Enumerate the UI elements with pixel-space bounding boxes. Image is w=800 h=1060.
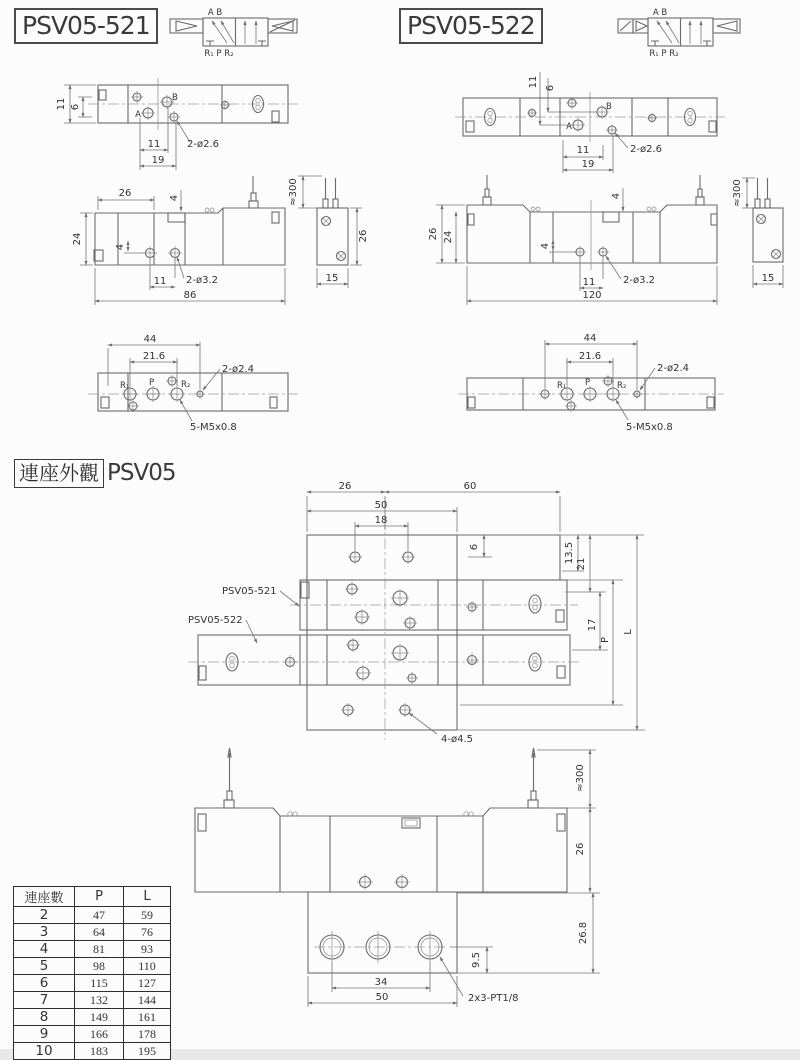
dim-24: 24: [72, 232, 83, 246]
port-p-label: P: [585, 378, 591, 388]
dim-26: 26: [575, 842, 586, 856]
port-r1-label: R₁: [557, 381, 567, 391]
table-row: 8 149 161: [14, 1009, 171, 1026]
assembly-label-522: PSV05-522: [188, 615, 243, 626]
dim-86-total: 86: [183, 290, 197, 301]
v521-side-view: [288, 176, 369, 288]
dim-120-total: 120: [582, 290, 602, 301]
table-row: 4 81 93: [14, 941, 171, 958]
dim-44: 44: [583, 333, 597, 344]
v521-front-view: [72, 176, 285, 305]
v522-bottom-view: [458, 333, 724, 433]
callout-2xd2.6: 2-ø2.6: [187, 139, 219, 150]
v521-top-view: [56, 78, 298, 170]
dim-34: 34: [374, 977, 388, 988]
port-a-label: A: [566, 122, 572, 132]
table-row: 5 98 110: [14, 958, 171, 975]
dim-19: 19: [581, 159, 595, 170]
dim-15: 15: [761, 273, 775, 284]
port-r2-label: R₂: [181, 380, 191, 390]
symbol-ports-bottom: R₁ P R₂: [204, 49, 234, 59]
dim-6: 6: [70, 103, 81, 111]
dim-21.6: 21.6: [578, 351, 602, 362]
dim-11-holes: 11: [147, 139, 161, 150]
dim-26: 26: [118, 188, 132, 199]
callout-2xd2.4: 2-ø2.4: [657, 363, 689, 374]
table-row: 9 166 178: [14, 1026, 171, 1043]
v522-side-view: [732, 178, 783, 288]
assembly-label-521: PSV05-521: [222, 586, 277, 597]
callout-pt18: 2x3-PT1/8: [468, 993, 519, 1004]
dim-26: 26: [428, 227, 439, 241]
dim-4-hole: 4: [115, 243, 126, 251]
dim-wire-300: ≈300: [732, 179, 743, 207]
dim-50: 50: [375, 992, 389, 1003]
port-b-label: B: [606, 102, 612, 112]
dim-9.5: 9.5: [471, 952, 482, 968]
dim-13.5: 13.5: [564, 541, 575, 565]
dim-4-notch: 4: [169, 194, 180, 202]
table-row: 6 115 127: [14, 975, 171, 992]
dim-P: P: [600, 636, 611, 644]
v522-front-view: [428, 175, 717, 305]
section-model: PSV05: [107, 460, 176, 486]
callout-4xd4.5: 4-ø4.5: [441, 734, 473, 745]
manifold-assembly-plan: [188, 481, 645, 745]
v522-top-view: [455, 72, 725, 173]
dim-wire-300: ≈300: [288, 178, 299, 206]
callout-2xd2.4: 2-ø2.4: [222, 364, 254, 375]
symbol-ports-top: A B: [207, 8, 223, 18]
dim-21: 21: [576, 557, 587, 571]
callout-2xd3.2: 2-ø3.2: [623, 275, 655, 286]
dim-44: 44: [143, 334, 157, 345]
col-p: P: [75, 887, 124, 907]
valve-symbol-522: [618, 8, 740, 59]
dim-19: 19: [151, 155, 165, 166]
dim-6: 6: [545, 84, 556, 92]
dim-11: 11: [582, 277, 596, 288]
table-row: 10 183 195: [14, 1043, 171, 1060]
dim-17: 17: [587, 618, 598, 632]
port-a-label: A: [135, 110, 141, 120]
dim-15: 15: [325, 273, 339, 284]
port-p-label: P: [149, 378, 155, 388]
dim-60: 60: [463, 481, 477, 492]
symbol-ports-top: A B: [652, 8, 668, 18]
dim-50: 50: [374, 500, 388, 511]
dim-L: L: [623, 629, 634, 635]
manifold-front-view: [195, 748, 600, 1007]
callout-2xd3.2: 2-ø3.2: [186, 275, 218, 286]
dim-4-notch: 4: [611, 192, 622, 200]
dim-18: 18: [374, 515, 388, 526]
dim-26-side: 26: [358, 229, 369, 243]
dim-11-height: 11: [528, 75, 539, 89]
table-row: 7 132 144: [14, 992, 171, 1009]
table-row: 3 64 76: [14, 924, 171, 941]
dim-11-height: 11: [56, 97, 67, 111]
col-stations: 連座數: [14, 887, 75, 907]
port-b-label: B: [172, 93, 178, 103]
col-l: L: [124, 887, 171, 907]
port-r1-label: R₁: [120, 381, 130, 391]
valve-symbol-521: [170, 8, 297, 59]
callout-2xd2.6: 2-ø2.6: [630, 144, 662, 155]
dim-26: 26: [338, 481, 352, 492]
dim-26.8: 26.8: [578, 921, 589, 945]
v521-bottom-view: [88, 334, 298, 433]
callout-5xM5: 5-M5x0.8: [190, 422, 237, 433]
model-title-521: PSV05-521: [14, 8, 158, 44]
dim-11-holes: 11: [576, 145, 590, 156]
dim-wire-300: ≈300: [575, 764, 586, 792]
model-title-522: PSV05-522: [399, 8, 543, 44]
dim-4-hole: 4: [540, 242, 551, 250]
dim-6: 6: [469, 543, 480, 551]
section-title: 連座外觀: [14, 459, 104, 488]
port-r2-label: R₂: [617, 381, 627, 391]
dim-11: 11: [153, 276, 167, 287]
dim-21.6: 21.6: [142, 351, 166, 362]
symbol-ports-bottom: R₁ P R₂: [649, 49, 679, 59]
table-row: 2 47 59: [14, 907, 171, 924]
dim-24: 24: [443, 230, 454, 244]
callout-5xM5: 5-M5x0.8: [626, 422, 673, 433]
